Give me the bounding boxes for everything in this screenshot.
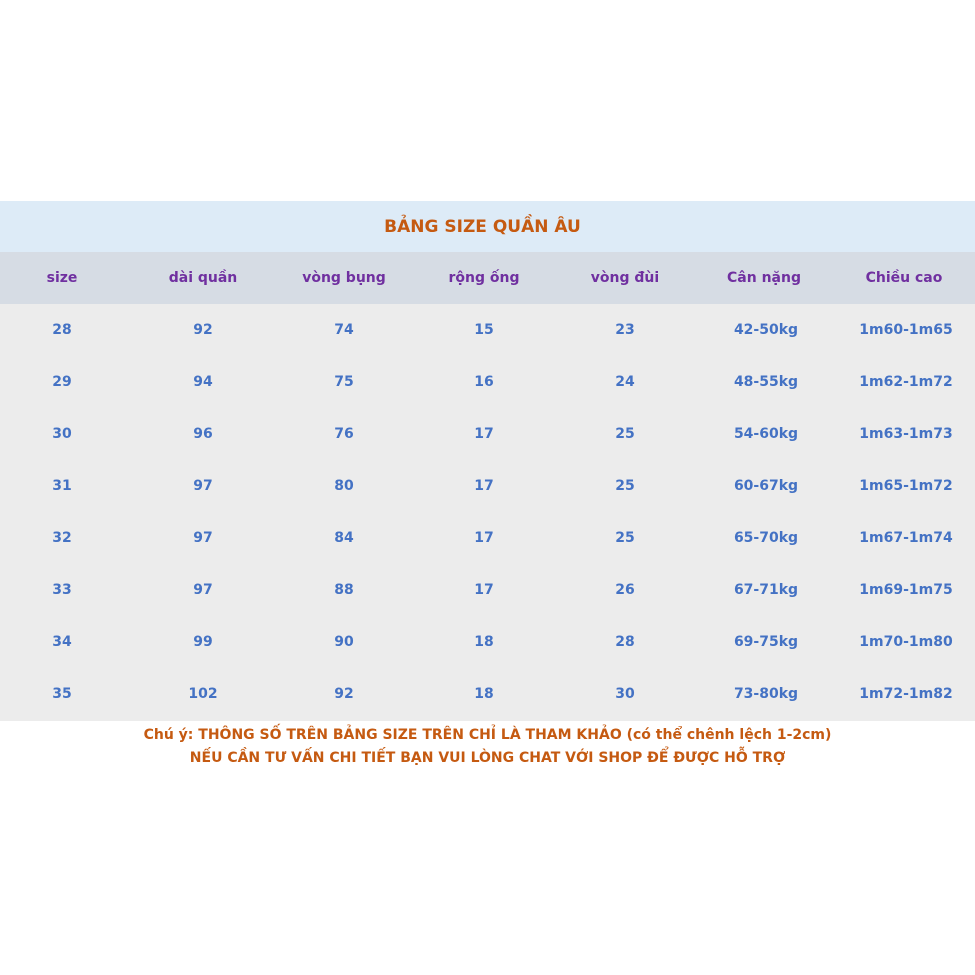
cell-weight: 60-67kg: [733, 478, 799, 494]
cell-length: 97: [193, 582, 213, 598]
cell-size: 33: [52, 582, 72, 598]
cell-size: 32: [52, 530, 72, 546]
table-row: [0, 616, 975, 668]
cell-height: 1m67-1m74: [859, 530, 953, 546]
cell-size: 28: [52, 322, 72, 338]
cell-weight: 48-55kg: [733, 374, 799, 390]
cell-leg-opening: 17: [474, 426, 494, 442]
table-row: [0, 356, 975, 408]
note-disclaimer: Chú ý: THÔNG SỐ TRÊN BẢNG SIZE TRÊN CHỈ LÀ THAM KHẢO (có thể chênh lệch 1-2cm): [143, 727, 832, 743]
header-height: Chiều cao: [865, 270, 943, 286]
cell-height: 1m63-1m73: [859, 426, 953, 442]
table-title-band: [0, 201, 975, 252]
cell-height: 1m65-1m72: [859, 478, 953, 494]
table-row: [0, 512, 975, 564]
cell-thigh: 25: [615, 426, 635, 442]
table-header-row: [0, 252, 975, 304]
header-waist: vòng bụng: [302, 270, 386, 286]
cell-waist: 88: [334, 582, 354, 598]
cell-thigh: 30: [615, 686, 635, 702]
cell-waist: 76: [334, 426, 354, 442]
cell-waist: 92: [334, 686, 354, 702]
table-body: [0, 304, 975, 721]
cell-size: 30: [52, 426, 72, 442]
cell-thigh: 26: [615, 582, 635, 598]
cell-waist: 84: [334, 530, 354, 546]
cell-leg-opening: 18: [474, 634, 494, 650]
table-title: BẢNG SIZE QUẦN ÂU: [384, 216, 581, 237]
cell-weight: 69-75kg: [733, 634, 799, 650]
table-row: [0, 564, 975, 616]
cell-waist: 80: [334, 478, 354, 494]
cell-size: 29: [52, 374, 72, 390]
header-leg-opening: rộng ống: [448, 270, 520, 286]
note-contact: NẾU CẦN TƯ VẤN CHI TIẾT BẠN VUI LÒNG CHAT VỚI SHOP ĐỂ ĐƯỢC HỖ TRỢ: [189, 750, 786, 766]
cell-height: 1m70-1m80: [859, 634, 953, 650]
cell-thigh: 23: [615, 322, 635, 338]
cell-height: 1m69-1m75: [859, 582, 953, 598]
cell-waist: 90: [334, 634, 354, 650]
cell-leg-opening: 17: [474, 478, 494, 494]
cell-height: 1m72-1m82: [859, 686, 953, 702]
cell-length: 97: [193, 478, 213, 494]
cell-weight: 54-60kg: [733, 426, 799, 442]
cell-thigh: 24: [615, 374, 635, 390]
cell-size: 35: [52, 686, 72, 702]
cell-thigh: 25: [615, 530, 635, 546]
cell-leg-opening: 16: [474, 374, 494, 390]
cell-length: 94: [193, 374, 213, 390]
table-row: [0, 460, 975, 512]
table-row: [0, 304, 975, 356]
header-thigh: vòng đùi: [590, 270, 660, 286]
header-weight: Cân nặng: [727, 270, 801, 286]
cell-weight: 73-80kg: [733, 686, 799, 702]
cell-thigh: 25: [615, 478, 635, 494]
table-row: [0, 668, 975, 720]
cell-leg-opening: 17: [474, 530, 494, 546]
cell-leg-opening: 17: [474, 582, 494, 598]
header-length: dài quần: [168, 270, 238, 286]
cell-thigh: 28: [615, 634, 635, 650]
cell-weight: 42-50kg: [733, 322, 799, 338]
cell-size: 31: [52, 478, 72, 494]
cell-waist: 74: [334, 322, 354, 338]
table-row: [0, 408, 975, 460]
cell-length: 92: [193, 322, 213, 338]
cell-height: 1m60-1m65: [859, 322, 953, 338]
cell-length: 99: [193, 634, 213, 650]
size-notes: [0, 724, 975, 770]
header-size: size: [46, 270, 78, 286]
cell-length: 97: [193, 530, 213, 546]
cell-leg-opening: 18: [474, 686, 494, 702]
cell-waist: 75: [334, 374, 354, 390]
cell-leg-opening: 15: [474, 322, 494, 338]
cell-length: 102: [188, 686, 218, 702]
cell-height: 1m62-1m72: [859, 374, 953, 390]
cell-weight: 65-70kg: [733, 530, 799, 546]
cell-length: 96: [193, 426, 213, 442]
cell-weight: 67-71kg: [733, 582, 799, 598]
cell-size: 34: [52, 634, 72, 650]
